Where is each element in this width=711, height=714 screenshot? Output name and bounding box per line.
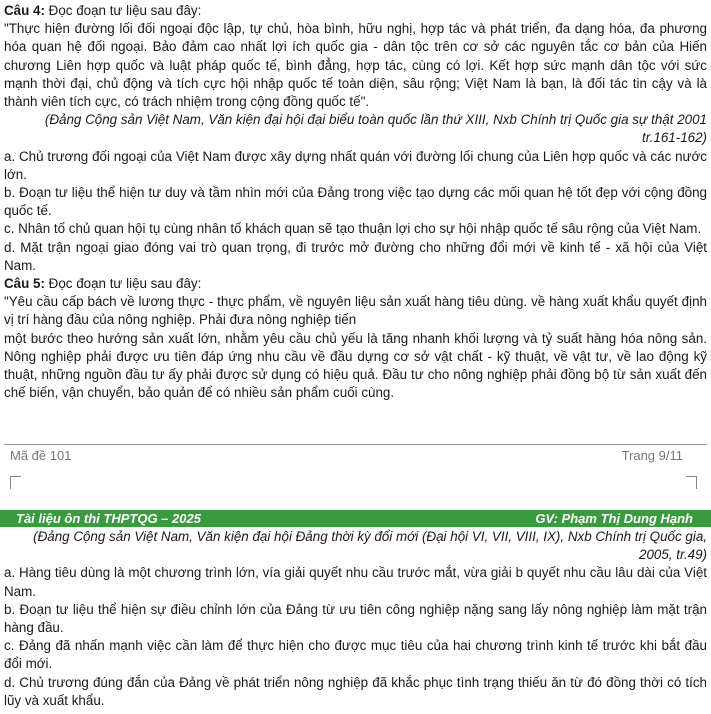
- header-title: Tài liệu ôn thi THPTQG – 2025: [16, 511, 201, 526]
- crop-mark-left: [10, 476, 21, 489]
- header-accent-line: [0, 518, 4, 520]
- q5-prompt: [4, 275, 707, 293]
- q5-option-d: d. Chủ trương đúng đắn của Đảng về phát triển nông nghiệp đã khắc phục tình trạng thiếu ăn từ đó đồng thời có tích lũy và xuất khẩu.: [4, 674, 707, 708]
- q5-quote-line2: một bước theo hướng sản xuất lớn, nhằm yêu cầu chủ yếu là tăng nhanh khối lượng và tỷ suất hàng hóa nông sản. Nông nghiệp phải được ưu tiên đáp ứng nhu cầu về đầu dựng cơ sở vật chất - kỹ thuật, về vật tư, về lao động kỹ thuật, những nguồn đầu tư ấy phải được sử dụng có hiệu quả. Đầu tư cho nông nghiệp phải đồng bộ từ sản xuất đến chế biến, vận chuyển, bảo quản để có nhiều sản phẩm cuối cùng.: [4, 330, 707, 401]
- q4-source: (Đảng Cộng sản Việt Nam, Văn kiện đại hội đại biểu toàn quốc lần thứ XIII, Nxb Chính trị Quốc gia sự thật 2001 tr.161-162): [44, 112, 707, 146]
- page-footer: [4, 444, 707, 467]
- q5-source: (Đảng Cộng sản Việt Nam, Văn kiện đại hội Đảng thời kỳ đổi mới (Đại hội VI, VII, VIII, IX), Nxb Chính trị Quốc gia, 2005, tr.49): [33, 529, 707, 563]
- q5-option-c: c. Đảng đã nhấn mạnh việc cần làm để thực hiện cho được mục tiêu của hai chương trình kinh tế trước khi bắt đầu đổi mới.: [4, 638, 707, 672]
- q4-intro: Đọc đoạn tư liệu sau đây:: [48, 3, 202, 18]
- q5-option-b: b. Đoạn tư liệu thể hiện sự điều chỉnh lớn của Đảng từ ưu tiên công nghiệp nặng sang lấy nông nghiệp làm mặt trận hàng đầu.: [4, 601, 707, 636]
- q5-option-a: a. Hàng tiêu dùng là một chương trình lớn, vía giải quyết nhu cầu trước mắt, vừa giải b quyết nhu cầu lâu dài của Việt Nam.: [4, 565, 707, 599]
- q5-quote-line1: "Yêu cầu cấp bách về lương thực - thực phẩm, về nguyên liệu sản xuất hàng tiêu dùng. về hàng xuất khẩu quyết định vị trí hàng đầu của nông nghiệp. Phải đưa nông nghiệp tiến: [4, 294, 707, 328]
- q4-option-c: c. Nhân tố chủ quan hội tụ cùng nhân tố khách quan sẽ tạo thuận lợi cho sự hội nhập quốc tế sâu rộng của Việt Nam.: [4, 221, 702, 237]
- page-10-content: [4, 528, 707, 710]
- q4-option-a: a. Chủ trương đối ngoại của Việt Nam được xây dựng nhất quán với đường lối chung của Liên hợp quốc và các nước lớn.: [4, 148, 707, 182]
- exam-code: Mã đề 101: [10, 448, 72, 463]
- page-number: Trang 9/11: [621, 448, 683, 463]
- page-9-content: [4, 2, 707, 402]
- q4-option-d: d. Mặt trận ngoại giao đóng vai trò quan trọng, đi trước mở đường cho những đổi mới về kinh tế - xã hội của Việt Nam.: [4, 239, 707, 273]
- header-teacher: GV: Phạm Thị Dung Hạnh: [535, 511, 693, 526]
- q4-prompt: [4, 2, 707, 20]
- page-header: [0, 510, 711, 527]
- q4-option-b: b. Đoạn tư liệu thể hiện tư duy và tầm nhìn mới của Đảng trong việc tạo dựng các mối quan hệ tốt đẹp với cộng đồng quốc tế.: [4, 185, 707, 219]
- q4-heading: Câu 4:: [4, 3, 45, 18]
- q4-quote: "Thực hiện đường lối đối ngoại độc lập, tự chủ, hòa bình, hữu nghị, hợp tác và phát triển, đa dạng hóa, đa phương hóa quan hệ đối ngoại. Bảo đảm cao nhất lợi ích quốc gia - dân tộc trên cơ sở các nguyên tắc cơ bản của Hiến chương Liên hợp quốc và luật pháp quốc tế, bình đẳng, hợp tác, cùng có lợi. Kết hợp sức mạnh dân tộc với sức mạnh thời đại, chủ động và tích cực hội nhập quốc tế toàn diện, sâu rộng; Việt Nam là bạn, là đối tác tin cậy và là thành viên tích cực, có trách nhiệm trong cộng đồng quốc tế".: [4, 21, 707, 110]
- q5-heading: Câu 5:: [4, 276, 45, 292]
- crop-mark-right: [686, 476, 697, 489]
- q5-intro: Đọc đoạn tư liệu sau đây:: [48, 276, 202, 292]
